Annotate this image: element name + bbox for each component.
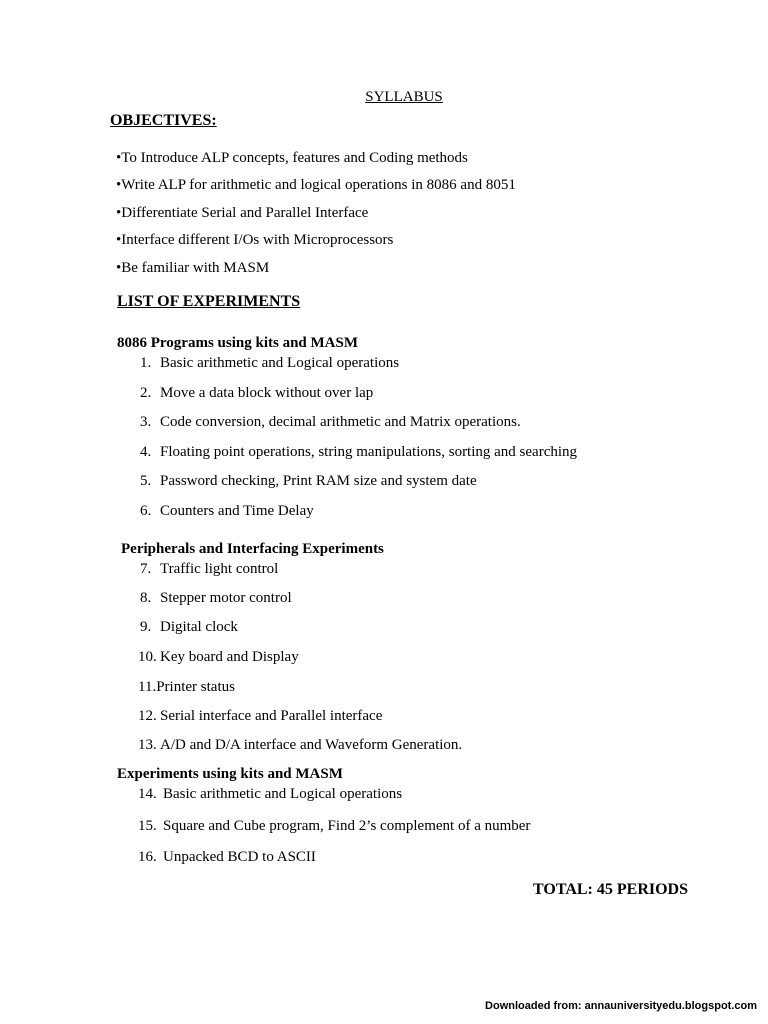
item-text: Key board and Display [160, 649, 299, 665]
item-number: 15. [138, 818, 157, 834]
item-text: Password checking, Print RAM size and system date [160, 473, 477, 489]
list-item [140, 473, 477, 490]
list-item [140, 561, 278, 578]
item-text: Basic arithmetic and Logical operations [160, 355, 400, 371]
objectives-heading: OBJECTIVES: [110, 112, 217, 129]
list-item [138, 679, 235, 696]
objective-item: •To Introduce ALP concepts, features and Coding methods [116, 150, 468, 166]
list-item [138, 649, 299, 666]
item-number: 13. [138, 737, 157, 753]
item-number: 2. [140, 385, 152, 401]
experiments-heading: LIST OF EXPERIMENTS [117, 293, 301, 310]
list-item [140, 619, 238, 636]
page-title: SYLLABUS [365, 89, 443, 105]
item-text: Square and Cube program, Find 2’s complement of a number [163, 818, 531, 834]
section-heading: Peripherals and Interfacing Experiments [121, 541, 384, 557]
item-text: Traffic light control [160, 561, 279, 577]
objective-item: •Differentiate Serial and Parallel Interface [116, 205, 369, 221]
item-number: 7. [140, 561, 152, 577]
item-number: 14. [138, 786, 157, 802]
item-text: Stepper motor control [160, 590, 292, 606]
item-number: 11. [138, 679, 157, 695]
item-number: 16. [138, 849, 157, 865]
objective-item: •Interface different I/Os with Microprocessors [116, 232, 394, 248]
total-periods: TOTAL: 45 PERIODS [533, 881, 688, 898]
item-text: Printer status [156, 679, 235, 695]
item-number: 9. [140, 619, 152, 635]
list-item [140, 444, 577, 461]
item-number: 4. [140, 444, 152, 460]
item-text: Floating point operations, string manipulations, sorting and searching [160, 444, 578, 460]
section-heading: Experiments using kits and MASM [117, 766, 343, 782]
item-number: 10. [138, 649, 157, 665]
item-number: 12. [138, 708, 157, 724]
item-text: Basic arithmetic and Logical operations [163, 786, 403, 802]
download-source-footer: Downloaded from: annauniversityedu.blogspot.com [485, 1000, 757, 1012]
list-item [140, 385, 373, 402]
objective-item: •Write ALP for arithmetic and logical operations in 8086 and 8051 [116, 177, 516, 193]
item-text: Code conversion, decimal arithmetic and Matrix operations. [160, 414, 521, 430]
objective-item: •Be familiar with MASM [116, 260, 270, 276]
list-item [138, 737, 462, 754]
list-item [138, 818, 530, 835]
list-item [140, 503, 314, 520]
list-item [138, 708, 382, 725]
list-item [140, 414, 521, 431]
item-number: 1. [140, 355, 152, 371]
item-text: Move a data block without over lap [160, 385, 374, 401]
item-number: 8. [140, 590, 152, 606]
list-item [140, 590, 292, 607]
item-number: 6. [140, 503, 152, 519]
list-item [140, 355, 399, 372]
item-number: 3. [140, 414, 152, 430]
item-text: A/D and D/A interface and Waveform Generation. [160, 737, 463, 753]
list-item [138, 849, 316, 866]
item-text: Digital clock [160, 619, 238, 635]
item-text: Serial interface and Parallel interface [160, 708, 383, 724]
section-heading: 8086 Programs using kits and MASM [117, 335, 358, 351]
item-text: Unpacked BCD to ASCII [163, 849, 316, 865]
item-text: Counters and Time Delay [160, 503, 314, 519]
item-number: 5. [140, 473, 152, 489]
list-item [138, 786, 402, 803]
